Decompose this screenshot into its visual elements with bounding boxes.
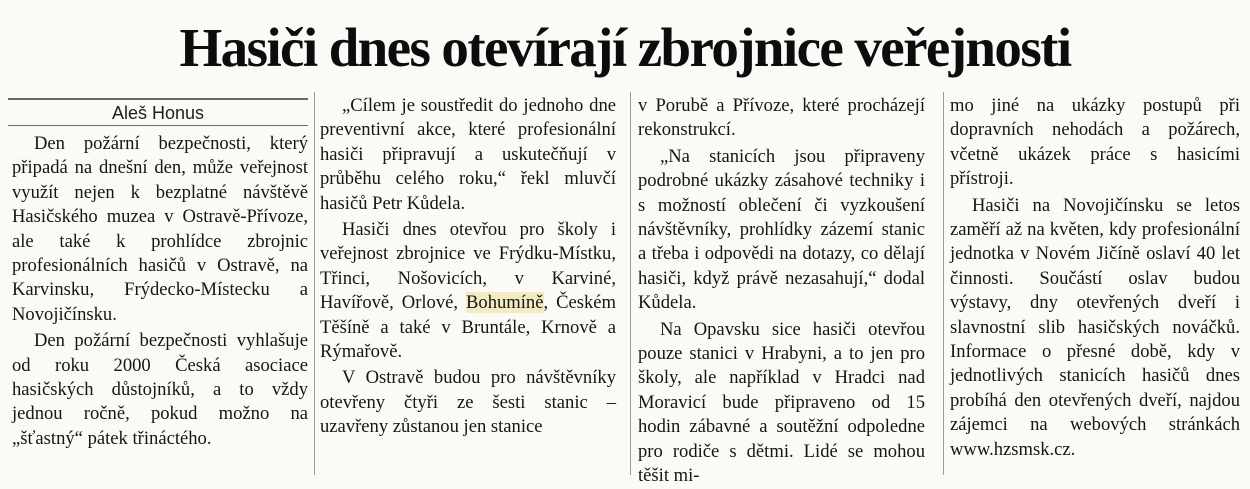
paragraph: mo jiné na ukázky postupů při dopravních nehodách a požárech, včetně ukázek práce s hasicími přístroji.: [950, 95, 1240, 190]
article-column-3: [638, 94, 925, 487]
byline-box: [8, 98, 308, 126]
paragraph-text: Hasiči dnes otevřou pro školy i veřejnost zbrojnice ve Frýdku-Místku, Třinci, Nošovicích, v Karviné, Havířově, Orlové,: [320, 219, 616, 314]
paragraph: „Na stanicích jsou připraveny podrobné ukázky zásahové techniky i s možností oblečení či vyzkoušení návštěvníky, prohlídky zázemí stanic a třeba i odpovědi na dotazy, co dělají hasiči, když právě nezasahují,“ dodal Kůdela.: [638, 145, 925, 314]
paragraph: Hasiči na Novojičínsku se letos zaměří až na květen, kdy profesionální jednotka v Novém Jičíně oslaví 40 let činnosti. Součástí oslav budou výstavy, dny otevřených dveří i slavnostní slib hasičských nováčků. Informace o přesné době, kdy v jednotlivých stanicích hasičů dnes probíhá den otevřených dveří, najdou zájemci na webových stránkách www.hzsmsk.cz.: [950, 194, 1240, 460]
column-divider: [314, 92, 315, 475]
article-headline: Hasiči dnes otevírají zbrojnice veřejnosti: [179, 17, 1071, 78]
paragraph: Den požární bezpečnosti vyhlašuje od roku 2000 Česká asociace hasičských důstojníků, a to vždy jednou ročně, pokud možno na „šťastný“ pátek třináctého.: [12, 330, 308, 449]
article-column-2: [320, 94, 616, 475]
article-column-1: [12, 132, 308, 475]
paragraph: Den požární bezpečnosti, který připadá na dnešní den, může veřejnost využít nejen k bezplatné návštěvě Hasičského muzea v Ostravě-Přívoze, ale také k prohlídce zbrojnic profesionálních hasičů v Ostravě, na Karvinsku, Frýdecko-Místecku a Novojičínsku.: [12, 133, 308, 325]
highlighted-word: Bohumíně: [466, 292, 544, 314]
paragraph: „Cílem je soustředit do jednoho dne preventivní akce, které profesionální hasiči připravují a uskutečňují v průběhu celého roku,“ řekl mluvčí hasičů Petr Kůdela.: [320, 95, 616, 214]
article-column-4: [950, 94, 1240, 475]
paragraph-text: , Českém Těšíně a také v Bruntále, Krnově a Rýmařově.: [320, 292, 616, 363]
paragraph: V Ostravě budou pro návštěvníky otevřeny čtyři ze šesti stanic – uzavřeny zůstanou jen stanice: [320, 367, 616, 438]
paragraph: [320, 218, 616, 364]
paragraph: Na Opavsku sice hasiči otevřou pouze stanici v Hrabyni, a to jen pro školy, ale například v Hradci nad Moravicí bude připraveno od 15 hodin zábavné a soutěžní odpoledne pro rodiče s dětmi. Lidé se mohou těšit mi-: [638, 318, 925, 487]
paragraph: v Porubě a Přívoze, které procházejí rekonstrukcí.: [638, 95, 925, 141]
column-divider: [630, 92, 631, 475]
author-byline: Aleš Honus: [111, 103, 205, 123]
column-divider: [943, 92, 944, 475]
